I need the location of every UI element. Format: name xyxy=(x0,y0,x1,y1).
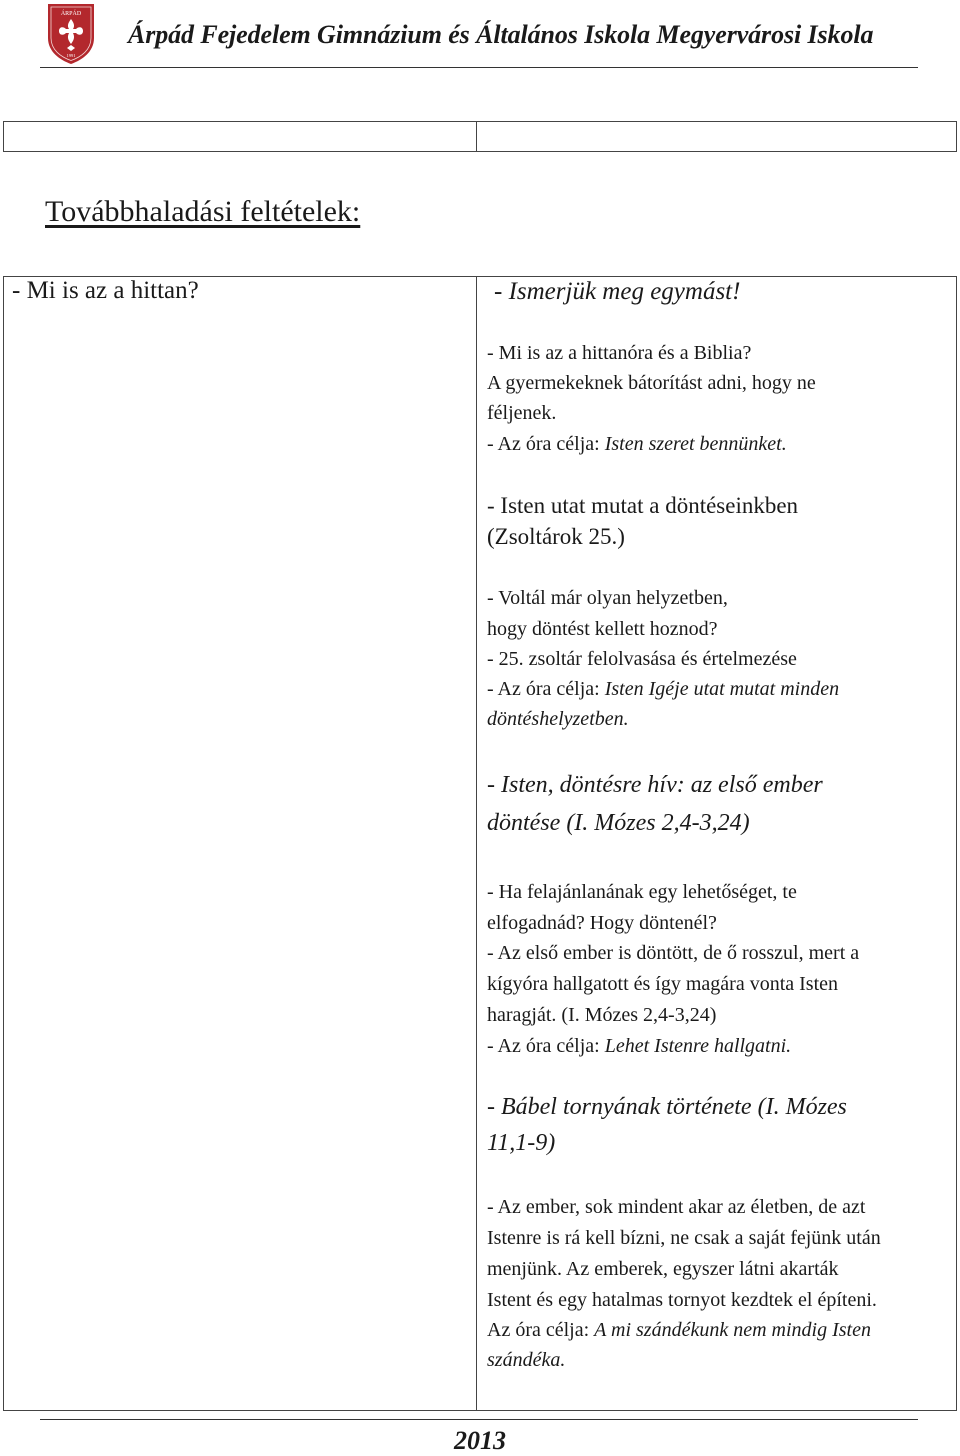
line-1: - Ismerjük meg egymást! xyxy=(494,278,741,305)
line-11: - Az óra célja: Isten Igéje utat mutat minden xyxy=(487,678,840,700)
footer-year: 2013 xyxy=(454,1426,506,1455)
line-2: - Mi is az a hittanóra és a Biblia? xyxy=(487,342,752,364)
line-27: Az óra célja: A mi szándékunk nem mindig Isten xyxy=(487,1319,871,1341)
line-15: - Ha felajánlanának egy lehetőséget, te xyxy=(487,881,797,903)
line-16: elfogadnád? Hogy döntenél? xyxy=(487,912,717,934)
line-18: kígyóra hallgatott és így magára vonta Isten xyxy=(487,973,839,995)
line-24: Istenre is rá kell bízni, ne csak a saját fejünk után xyxy=(487,1227,881,1249)
line-4: féljenek. xyxy=(487,402,557,424)
line-17: - Az első ember is döntött, de ő rosszul, mert a xyxy=(487,942,860,964)
line-5: - Az óra célja: Isten szeret bennünket. xyxy=(487,433,787,455)
logo-bottom-text: 1991 xyxy=(66,53,76,58)
header-divider xyxy=(40,67,918,68)
line-6: - Isten utat mutat a döntéseinkben xyxy=(487,493,799,518)
line-14: döntése (I. Mózes 2,4-3,24) xyxy=(487,810,750,836)
section-heading: Továbbhaladási feltételek: xyxy=(45,195,361,228)
line-9: hogy döntést kellett hoznod? xyxy=(487,618,718,640)
line-23: - Az ember, sok mindent akar az életben, de azt xyxy=(487,1196,866,1218)
line-22: 11,1-9) xyxy=(487,1130,556,1156)
empty-table-row xyxy=(3,121,957,152)
line-8: - Voltál már olyan helyzetben, xyxy=(487,587,728,609)
footer-divider xyxy=(40,1419,918,1420)
logo-top-text: ÁRPÁD xyxy=(60,11,82,17)
line-26: Istent és egy hatalmas tornyot kezdtek el építeni. xyxy=(487,1289,877,1311)
left-cell-text: - Mi is az a hittan? xyxy=(12,277,199,304)
line-28: szándéka. xyxy=(487,1349,566,1371)
school-title: Árpád Fejedelem Gimnázium és Általános Iskola Megyervárosi Iskola xyxy=(128,20,874,49)
line-7: (Zsoltárok 25.) xyxy=(487,524,625,549)
line-12: döntéshelyzetben. xyxy=(487,708,629,730)
line-25: menjünk. Az emberek, egyszer látni akarták xyxy=(487,1258,839,1280)
line-21: - Bábel tornyának története (I. Mózes xyxy=(487,1094,847,1120)
school-crest-icon xyxy=(46,2,96,66)
line-19: haragját. (I. Mózes 2,4-3,24) xyxy=(487,1004,717,1026)
line-3: A gyermekeknek bátorítást adni, hogy ne xyxy=(487,372,816,394)
line-10: - 25. zsoltár felolvasása és értelmezése xyxy=(487,648,797,670)
line-20: - Az óra célja: Lehet Istenre hallgatni. xyxy=(487,1035,792,1057)
line-13: - Isten, döntésre hív: az első ember xyxy=(487,772,823,798)
